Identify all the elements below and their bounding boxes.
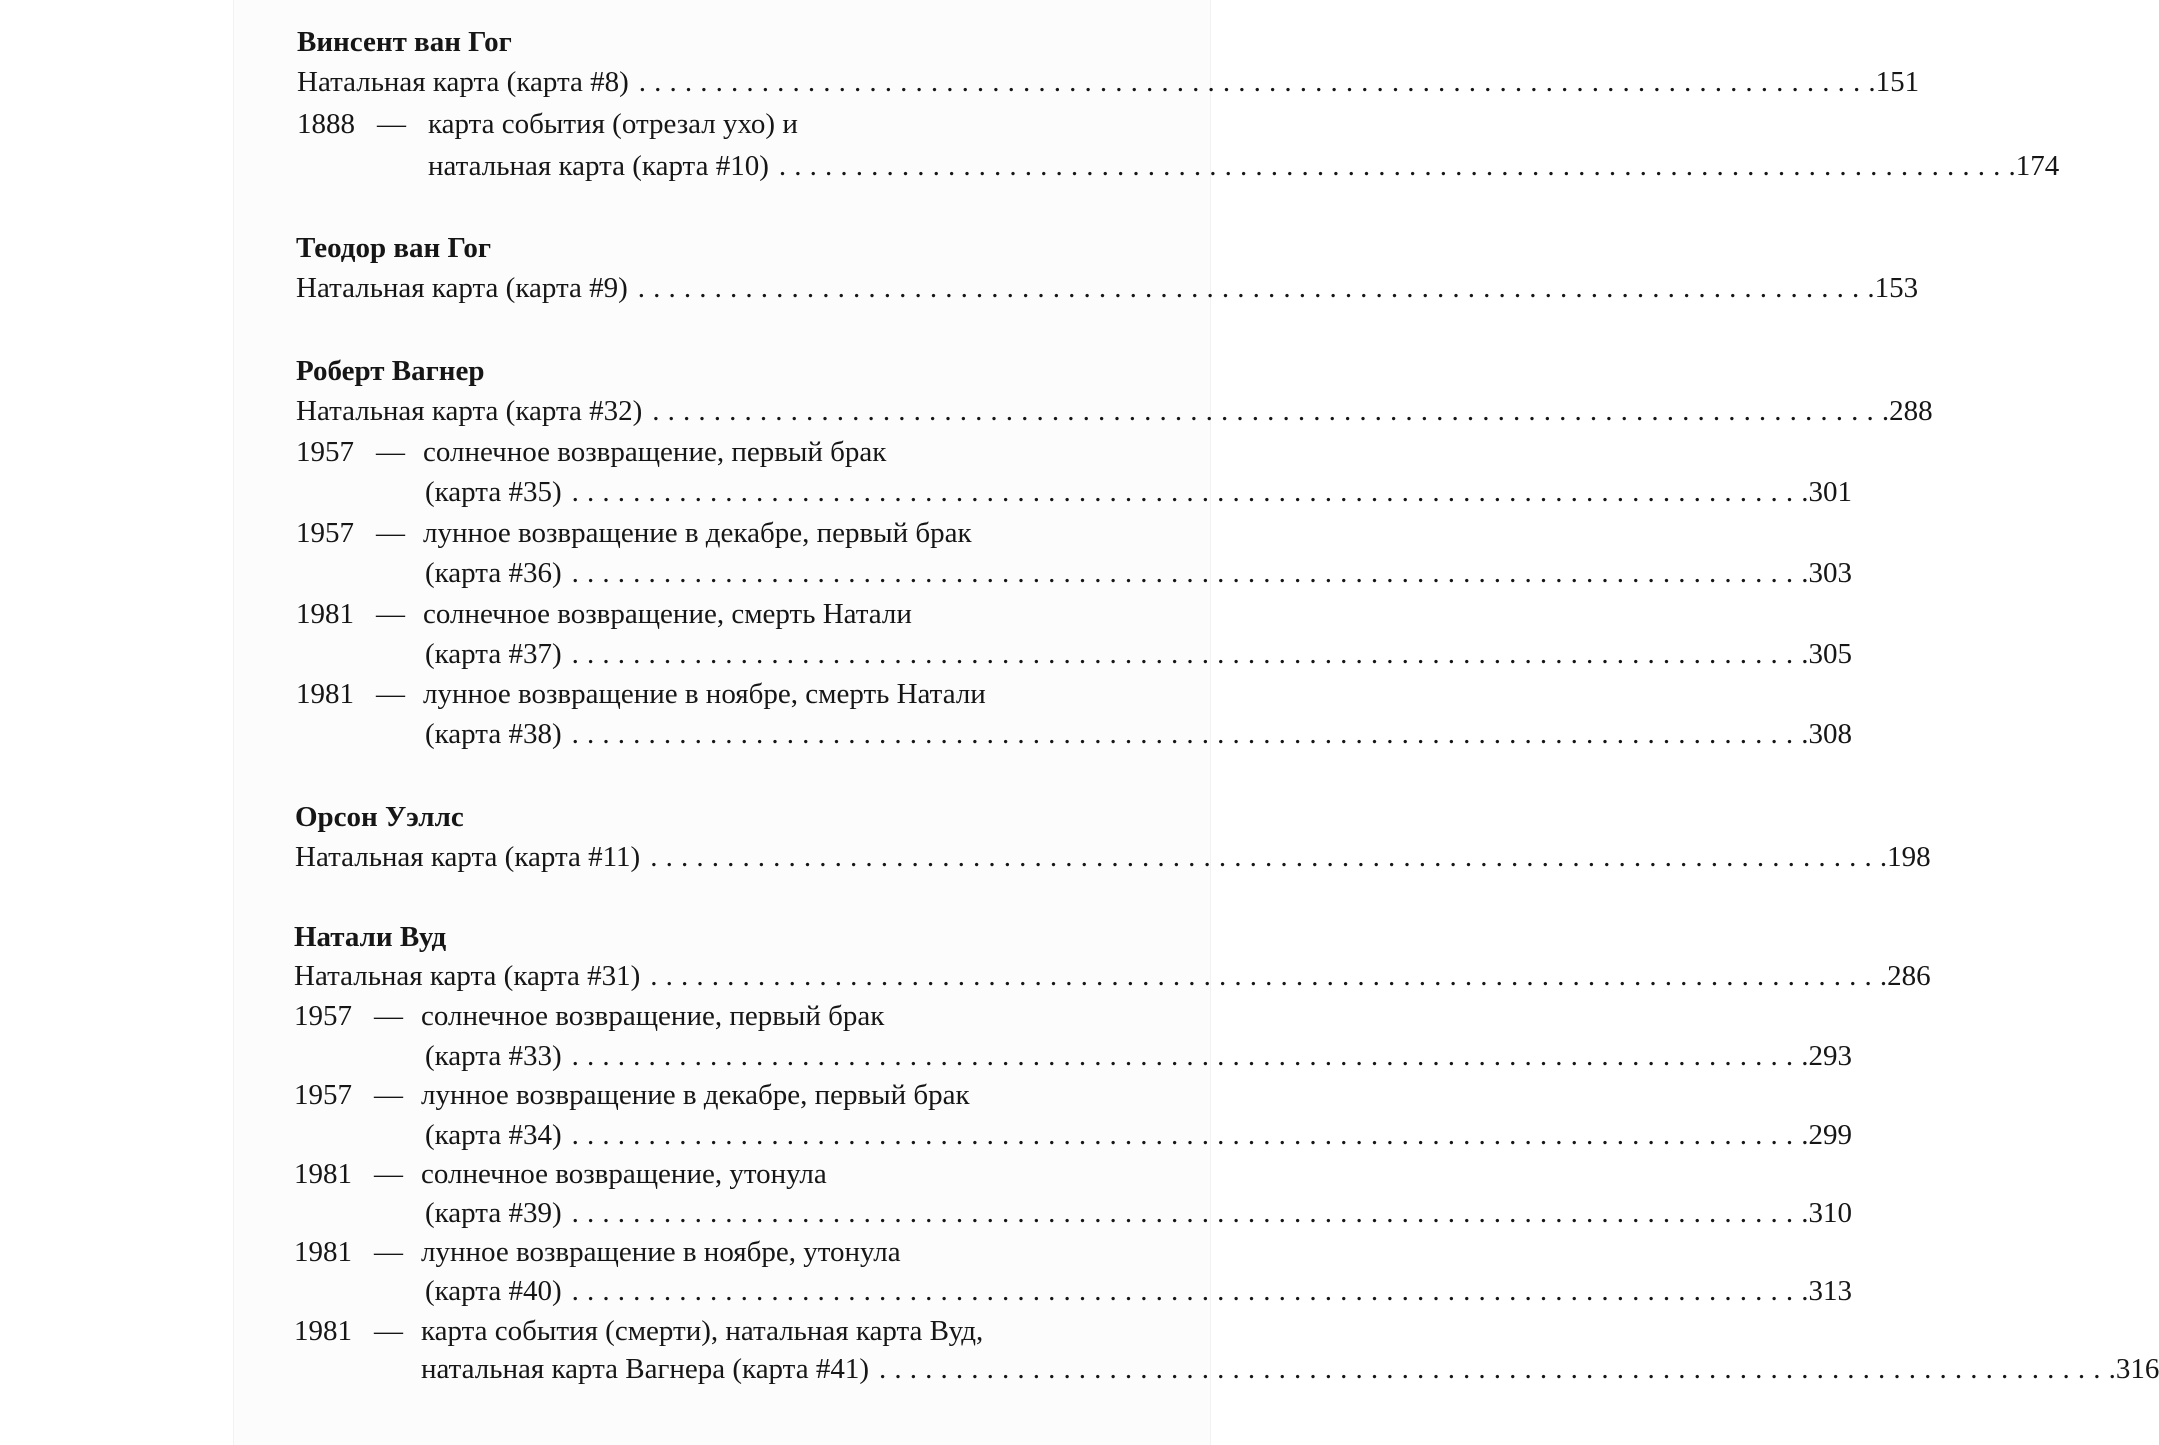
event-line: [296, 436, 1160, 476]
event-year: 1981: [294, 1236, 352, 1268]
entry-title: (карта #37): [425, 638, 562, 670]
person-name: Роберт Вагнер: [296, 355, 485, 387]
entry-title: Натальная карта (карта #31): [294, 960, 641, 992]
event-year: 1957: [296, 436, 354, 468]
page-number: .308: [1801, 718, 1852, 750]
event-description: солнечное возвращение, утонула: [421, 1158, 827, 1190]
event-line: [294, 1158, 1158, 1198]
toc-entry[interactable]: [425, 1197, 1852, 1230]
event-description: лунное возвращение в ноябре, утонула: [421, 1236, 901, 1268]
event-description: лунное возвращение в ноябре, смерть Натали: [423, 678, 986, 710]
entry-title: (карта #36): [425, 557, 562, 589]
entry-title: Натальная карта (карта #9): [296, 272, 628, 304]
event-year: 1888: [297, 108, 355, 140]
event-line: [294, 1079, 1158, 1119]
leader-dots: ................................................................................: [571, 1119, 1802, 1151]
toc-entry[interactable]: [425, 638, 1852, 671]
event-line: [296, 517, 1160, 557]
entry-title: натальная карта Вагнера (карта #41): [421, 1353, 869, 1385]
leader-dots: ................................................................................: [638, 66, 1869, 98]
leader-dots: ................................................................................: [637, 272, 1868, 304]
toc-entry[interactable]: [425, 1040, 1852, 1073]
page-number: .299: [1801, 1119, 1852, 1151]
entry-title: (карта #33): [425, 1040, 562, 1072]
event-dash: —: [374, 1315, 403, 1347]
entry-title: (карта #35): [425, 476, 562, 508]
toc-entry[interactable]: [296, 395, 1933, 428]
entry-title: (карта #38): [425, 718, 562, 750]
event-year: 1981: [294, 1158, 352, 1190]
event-dash: —: [376, 678, 405, 710]
event-year: 1957: [296, 517, 354, 549]
page-number: .198: [1879, 841, 1931, 873]
toc-entry[interactable]: [295, 841, 1931, 874]
leader-dots: ................................................................................: [571, 718, 1802, 750]
event-line: [296, 598, 1160, 638]
toc-entry[interactable]: [425, 476, 1852, 509]
book-page: [234, 0, 2159, 1445]
event-line: [297, 108, 1161, 148]
page-number: .153: [1867, 272, 1919, 304]
table-of-contents: [234, 0, 2159, 1445]
page-number: .313: [1801, 1275, 1852, 1307]
toc-entry[interactable]: [425, 1275, 1852, 1308]
page-number: .288: [1881, 395, 1933, 427]
event-description: карта события (смерти), натальная карта Вуд,: [421, 1315, 984, 1347]
person-name: Винсент ван Гог: [297, 26, 512, 58]
entry-title: Натальная карта (карта #11): [295, 841, 641, 873]
toc-entry[interactable]: [294, 960, 1931, 993]
page-number: .151: [1868, 66, 1920, 98]
page-number: .305: [1801, 638, 1852, 670]
event-dash: —: [376, 598, 405, 630]
event-dash: —: [374, 1158, 403, 1190]
leader-dots: ................................................................................: [650, 960, 1880, 992]
toc-entry[interactable]: [425, 557, 1852, 590]
leader-dots: ................................................................................: [571, 1040, 1802, 1072]
event-description: солнечное возвращение, первый брак: [421, 1000, 885, 1032]
event-description: солнечное возвращение, первый брак: [423, 436, 887, 468]
event-year: 1957: [294, 1079, 352, 1111]
entry-title: (карта #34): [425, 1119, 562, 1151]
leader-dots: ................................................................................: [652, 395, 1882, 427]
page-number: .286: [1879, 960, 1931, 992]
event-line: [296, 678, 1160, 718]
toc-entry[interactable]: [421, 1353, 2159, 1386]
page-number: .310: [1801, 1197, 1852, 1229]
leader-dots: ................................................................................: [650, 841, 1880, 873]
leader-dots: ................................................................................: [571, 557, 1802, 589]
event-description: карта события (отрезал ухо) и: [428, 108, 798, 140]
entry-title: Натальная карта (карта #8): [297, 66, 629, 98]
event-dash: —: [374, 1000, 403, 1032]
page-number: .301: [1801, 476, 1852, 508]
page-number: .293: [1801, 1040, 1852, 1072]
event-description: солнечное возвращение, смерть Натали: [423, 598, 912, 630]
event-line: [294, 1000, 1158, 1040]
page-number: .174: [2008, 150, 2060, 182]
person-name: Орсон Уэллс: [295, 801, 464, 833]
leader-dots: ................................................................................: [571, 476, 1802, 508]
toc-entry[interactable]: [425, 1119, 1852, 1152]
toc-entry[interactable]: [297, 66, 1920, 99]
event-line: [294, 1236, 1158, 1276]
entry-title: (карта #39): [425, 1197, 562, 1229]
event-dash: —: [377, 108, 406, 140]
person-name: Натали Вуд: [294, 921, 447, 953]
toc-entry[interactable]: [428, 150, 2060, 183]
event-line: [294, 1315, 1158, 1355]
leader-dots: ................................................................................: [571, 638, 1802, 670]
toc-entry[interactable]: [296, 272, 1919, 305]
leader-dots: ................................................................................: [778, 150, 2009, 182]
entry-title: Натальная карта (карта #32): [296, 395, 643, 427]
person-name: Теодор ван Гог: [296, 232, 492, 264]
toc-entry[interactable]: [425, 718, 1852, 751]
event-year: 1981: [294, 1315, 352, 1347]
event-dash: —: [376, 517, 405, 549]
leader-dots: ................................................................................: [879, 1353, 2109, 1385]
event-dash: —: [374, 1236, 403, 1268]
leader-dots: ................................................................................: [571, 1275, 1802, 1307]
page-number: .303: [1801, 557, 1852, 589]
event-dash: —: [376, 436, 405, 468]
event-description: лунное возвращение в декабре, первый брак: [421, 1079, 970, 1111]
page-number: .316: [2108, 1353, 2159, 1385]
event-year: 1957: [294, 1000, 352, 1032]
event-dash: —: [374, 1079, 403, 1111]
event-year: 1981: [296, 678, 354, 710]
entry-title: (карта #40): [425, 1275, 562, 1307]
entry-title: натальная карта (карта #10): [428, 150, 769, 182]
leader-dots: ................................................................................: [571, 1197, 1802, 1229]
event-description: лунное возвращение в декабре, первый брак: [423, 517, 972, 549]
event-year: 1981: [296, 598, 354, 630]
